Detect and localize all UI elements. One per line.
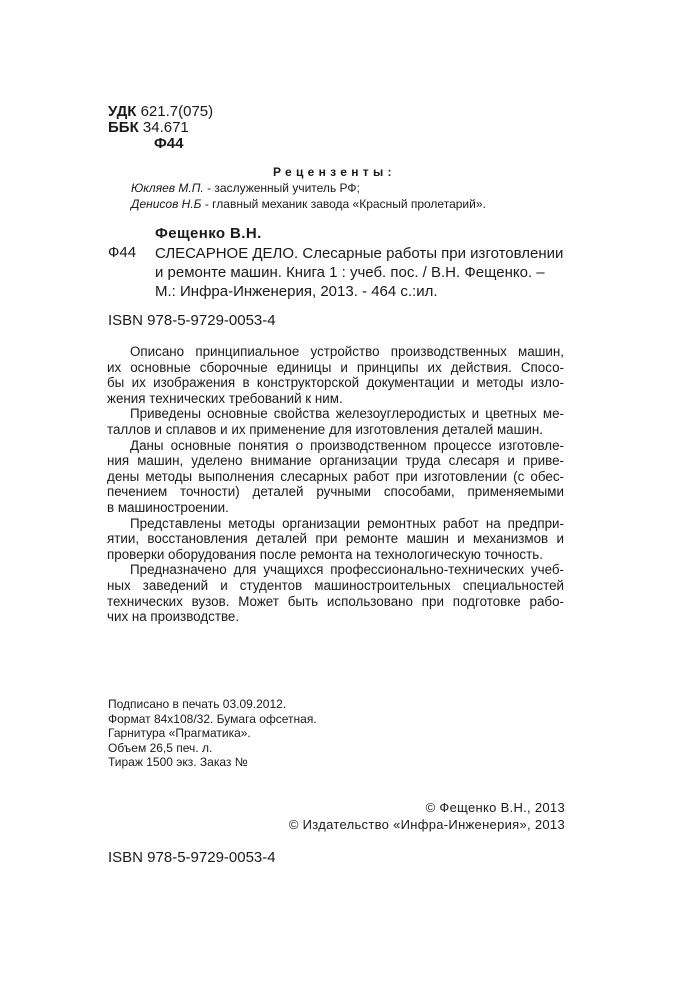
copyright-author: © Фещенко В.Н., 2013: [425, 800, 565, 815]
imprint-line: Тираж 1500 экз. Заказ №: [108, 755, 248, 770]
isbn-top: ISBN 978-5-9729-0053-4: [108, 312, 276, 329]
reviewer-role: - главный механик завода «Красный пролетарий».: [201, 197, 486, 211]
abstract-line: Описано принципиальное устройство производственных машин,: [130, 344, 564, 359]
abstract-line: Предназначено для учащихся профессионально-технических учеб-: [130, 562, 564, 578]
bib-code: Ф44: [108, 244, 137, 261]
imprint-line: Объем 26,5 печ. л.: [108, 740, 213, 755]
reviewer-role: - заслуженный учитель РФ;: [203, 181, 360, 195]
bib-line: СЛЕСАРНОЕ ДЕЛО. Слесарные работы при изготовлении: [155, 245, 564, 262]
abstract-line: дены методы выполнения слесарных работ при изготовлении (с обес-: [107, 468, 564, 484]
reviewer-name: Денисов Н.Б: [131, 197, 202, 211]
imprint-line: Формат 84x108/32. Бумага офсетная.: [108, 711, 317, 726]
bbk-value: 34.671: [142, 119, 189, 136]
abstract-line: печением точности) деталей ручными способами, применяемыми: [107, 484, 564, 500]
abstract-line: Представлены методы организации ремонтных работ на предпри-: [130, 515, 564, 531]
udk-line: [108, 104, 213, 120]
reviewer-item: [131, 196, 486, 212]
bbk-line: [108, 120, 189, 136]
abstract-line: бы их изображения в конструкторской документации и методы изло-: [107, 375, 564, 391]
copyright-publisher: © Издательство «Инфра-Инженерия», 2013: [288, 817, 565, 832]
imprint-line: Гарнитура «Прагматика».: [108, 726, 251, 741]
abstract-line: Приведены основные свойства железоуглеродистых и цветных ме-: [130, 406, 564, 422]
abstract-line: таллов и сплавов и их применение для изготовления деталей машин.: [107, 421, 543, 437]
udk-value: 621.7(075): [140, 103, 214, 120]
abstract-line: в машиностроении.: [107, 499, 229, 515]
abstract: [107, 344, 564, 625]
bib-line: и ремонте машин. Книга 1 : учеб. пос. / В.Н. Фещенко. –: [155, 264, 545, 282]
udk-label: УДК: [108, 103, 137, 120]
abstract-line: ных заведений и студентов машиностроительных специальностей: [107, 577, 564, 593]
reviewer-item: [131, 180, 360, 196]
book-author: Фещенко В.Н.: [155, 225, 262, 242]
abstract-line: их основные сборочные единицы и принципы их действия. Спосо-: [107, 359, 564, 375]
abstract-line: проверки оборудования после ремонта на технологическую точность.: [107, 546, 543, 562]
abstract-line: жения технических требований к ним.: [107, 390, 343, 406]
abstract-line: чих на производстве.: [107, 609, 240, 625]
abstract-line: ния машин, уделено внимание организации труда слесаря и приве-: [107, 453, 564, 469]
abstract-line: технических вузов. Может быть использовано при подготовке рабо-: [107, 593, 564, 609]
isbn-bottom: ISBN 978-5-9729-0053-4: [108, 849, 276, 866]
abstract-line: ятии, восстановления деталей при ремонте машин и механизмов и: [107, 531, 564, 547]
bib-description: [155, 244, 575, 302]
imprint-line: Подписано в печать 03.09.2012.: [108, 697, 287, 711]
imprint-block: [108, 697, 317, 770]
reviewers-heading: Рецензенты:: [273, 165, 396, 179]
reviewer-name: Юкляев М.П.: [131, 181, 204, 195]
author-code: Ф44: [154, 135, 184, 152]
bbk-label: ББК: [108, 119, 139, 136]
bib-line: М.: Инфра-Инженерия, 2013. - 464 с.:ил.: [155, 283, 438, 301]
abstract-line: Даны основные понятия о производственном процессе изготовле-: [130, 437, 564, 453]
